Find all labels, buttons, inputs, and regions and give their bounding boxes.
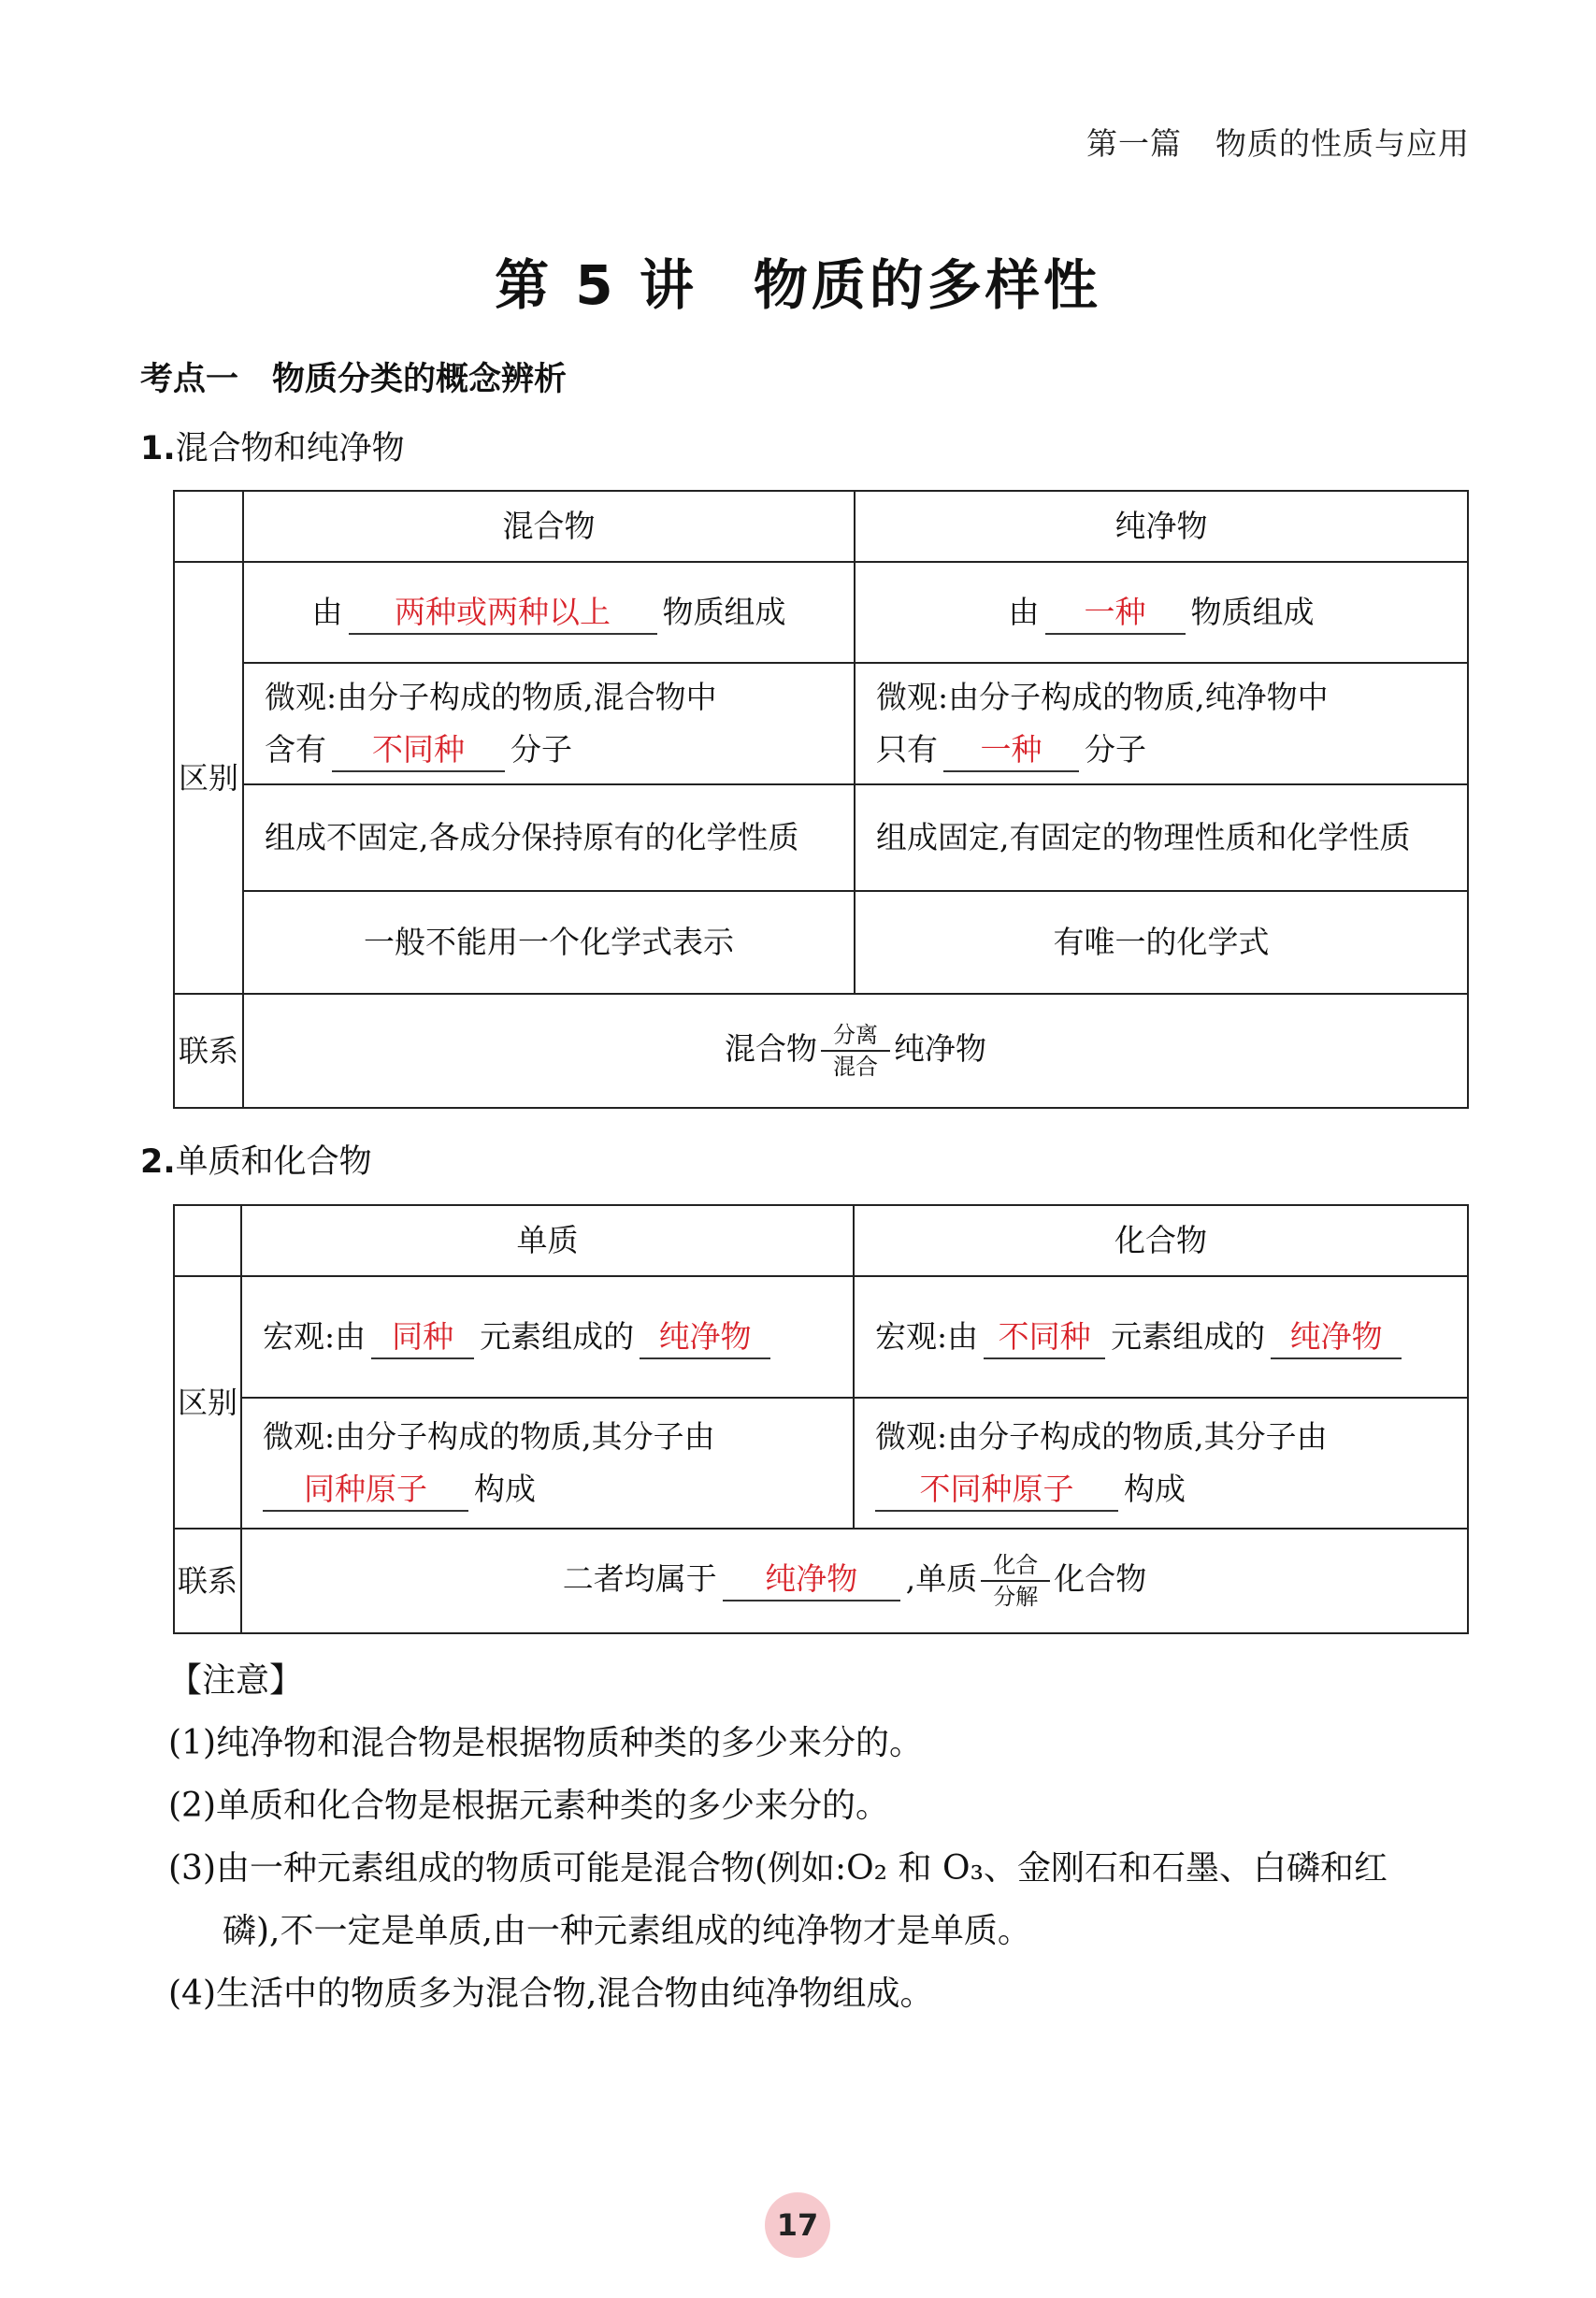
table2-link-label: 联系	[174, 1529, 241, 1633]
answer-blank: 一种	[1045, 592, 1186, 635]
table1-link-label: 联系	[174, 994, 243, 1108]
table1-r2-right: 微观:由分子构成的物质,纯净物中 只有 一种 分子	[855, 663, 1468, 784]
table2-corner	[174, 1205, 241, 1276]
table1-r3-right: 组成固定,有固定的物理性质和化学性质	[855, 784, 1468, 891]
section1-num: 1.	[140, 430, 176, 467]
kaodian-label: 考点一	[140, 361, 239, 398]
answer-blank: 同种原子	[263, 1469, 468, 1512]
table-mixture-pure	[173, 490, 1469, 1109]
note-3b: 磷),不一定是单质,由一种元素组成的纯净物才是单质。	[223, 1912, 1031, 1950]
kaodian-text: 物质分类的概念辨析	[272, 361, 568, 398]
table1-link: 混合物 分离 混合 纯净物	[243, 994, 1468, 1108]
title-lecture: 第 5 讲	[495, 253, 697, 317]
answer-blank: 不同种	[332, 729, 505, 772]
note-3a: (3)由一种元素组成的物质可能是混合物(例如:O₂ 和 O₃、金刚石和石墨、白磷和红	[168, 1849, 1388, 1888]
table1-diff-label: 区别	[174, 562, 243, 994]
answer-blank: 纯净物	[723, 1558, 900, 1601]
section2-heading	[140, 1136, 372, 1183]
header-part: 第一篇	[1086, 125, 1182, 162]
notes-title: 【注意】	[168, 1661, 304, 1700]
table1-corner	[174, 491, 243, 562]
answer-blank: 两种或两种以上	[349, 592, 657, 635]
running-header	[1086, 120, 1470, 164]
kaodian-heading	[140, 353, 567, 400]
answer-blank: 不同种原子	[875, 1469, 1118, 1512]
table2-link: 二者均属于 纯净物 ,单质 化合 分解 化合物	[241, 1529, 1468, 1633]
section1-title: 混合物和纯净物	[175, 430, 405, 467]
table2-r1-left: 宏观:由 同种 元素组成的 纯净物	[241, 1276, 854, 1398]
table2-diff-label: 区别	[174, 1276, 241, 1529]
note-1: (1)纯净物和混合物是根据物质种类的多少来分的。	[168, 1724, 923, 1762]
table2-col-right: 化合物	[854, 1205, 1468, 1276]
table1-r4-left: 一般不能用一个化学式表示	[243, 891, 855, 994]
answer-blank: 纯净物	[640, 1316, 770, 1359]
table2-col-left: 单质	[241, 1205, 854, 1276]
table1-r1-left: 由 两种或两种以上 物质组成	[243, 562, 855, 663]
answer-blank: 同种	[371, 1316, 474, 1359]
table1-r4-right: 有唯一的化学式	[855, 891, 1468, 994]
section1-heading	[140, 423, 405, 469]
table1-col-left: 混合物	[243, 491, 855, 562]
header-name: 物质的性质与应用	[1215, 125, 1470, 162]
title-topic: 物质的多样性	[753, 253, 1101, 317]
table2-r1-right: 宏观:由 不同种 元素组成的 纯净物	[854, 1276, 1468, 1398]
note-2: (2)单质和化合物是根据元素种类的多少来分的。	[168, 1787, 889, 1825]
section2-num: 2.	[140, 1143, 176, 1181]
table-element-compound	[173, 1204, 1469, 1634]
page-title	[0, 241, 1596, 320]
table1-r3-left: 组成不固定,各成分保持原有的化学性质	[243, 784, 855, 891]
reaction-arrow: 化合 分解	[981, 1552, 1050, 1610]
answer-blank: 不同种	[984, 1316, 1105, 1359]
table1-r2-left: 微观:由分子构成的物质,混合物中 含有 不同种 分子	[243, 663, 855, 784]
table1-r1-right: 由 一种 物质组成	[855, 562, 1468, 663]
table2-r2-right: 微观:由分子构成的物质,其分子由 不同种原子 构成	[854, 1398, 1468, 1529]
table1-col-right: 纯净物	[855, 491, 1468, 562]
note-4: (4)生活中的物质多为混合物,混合物由纯净物组成。	[168, 1975, 934, 2013]
answer-blank: 纯净物	[1271, 1316, 1402, 1359]
section2-title: 单质和化合物	[175, 1143, 372, 1181]
page-number: 17	[765, 2192, 830, 2258]
answer-blank: 一种	[943, 729, 1079, 772]
table2-r2-left: 微观:由分子构成的物质,其分子由 同种原子 构成	[241, 1398, 854, 1529]
reaction-arrow: 分离 混合	[821, 1022, 890, 1080]
